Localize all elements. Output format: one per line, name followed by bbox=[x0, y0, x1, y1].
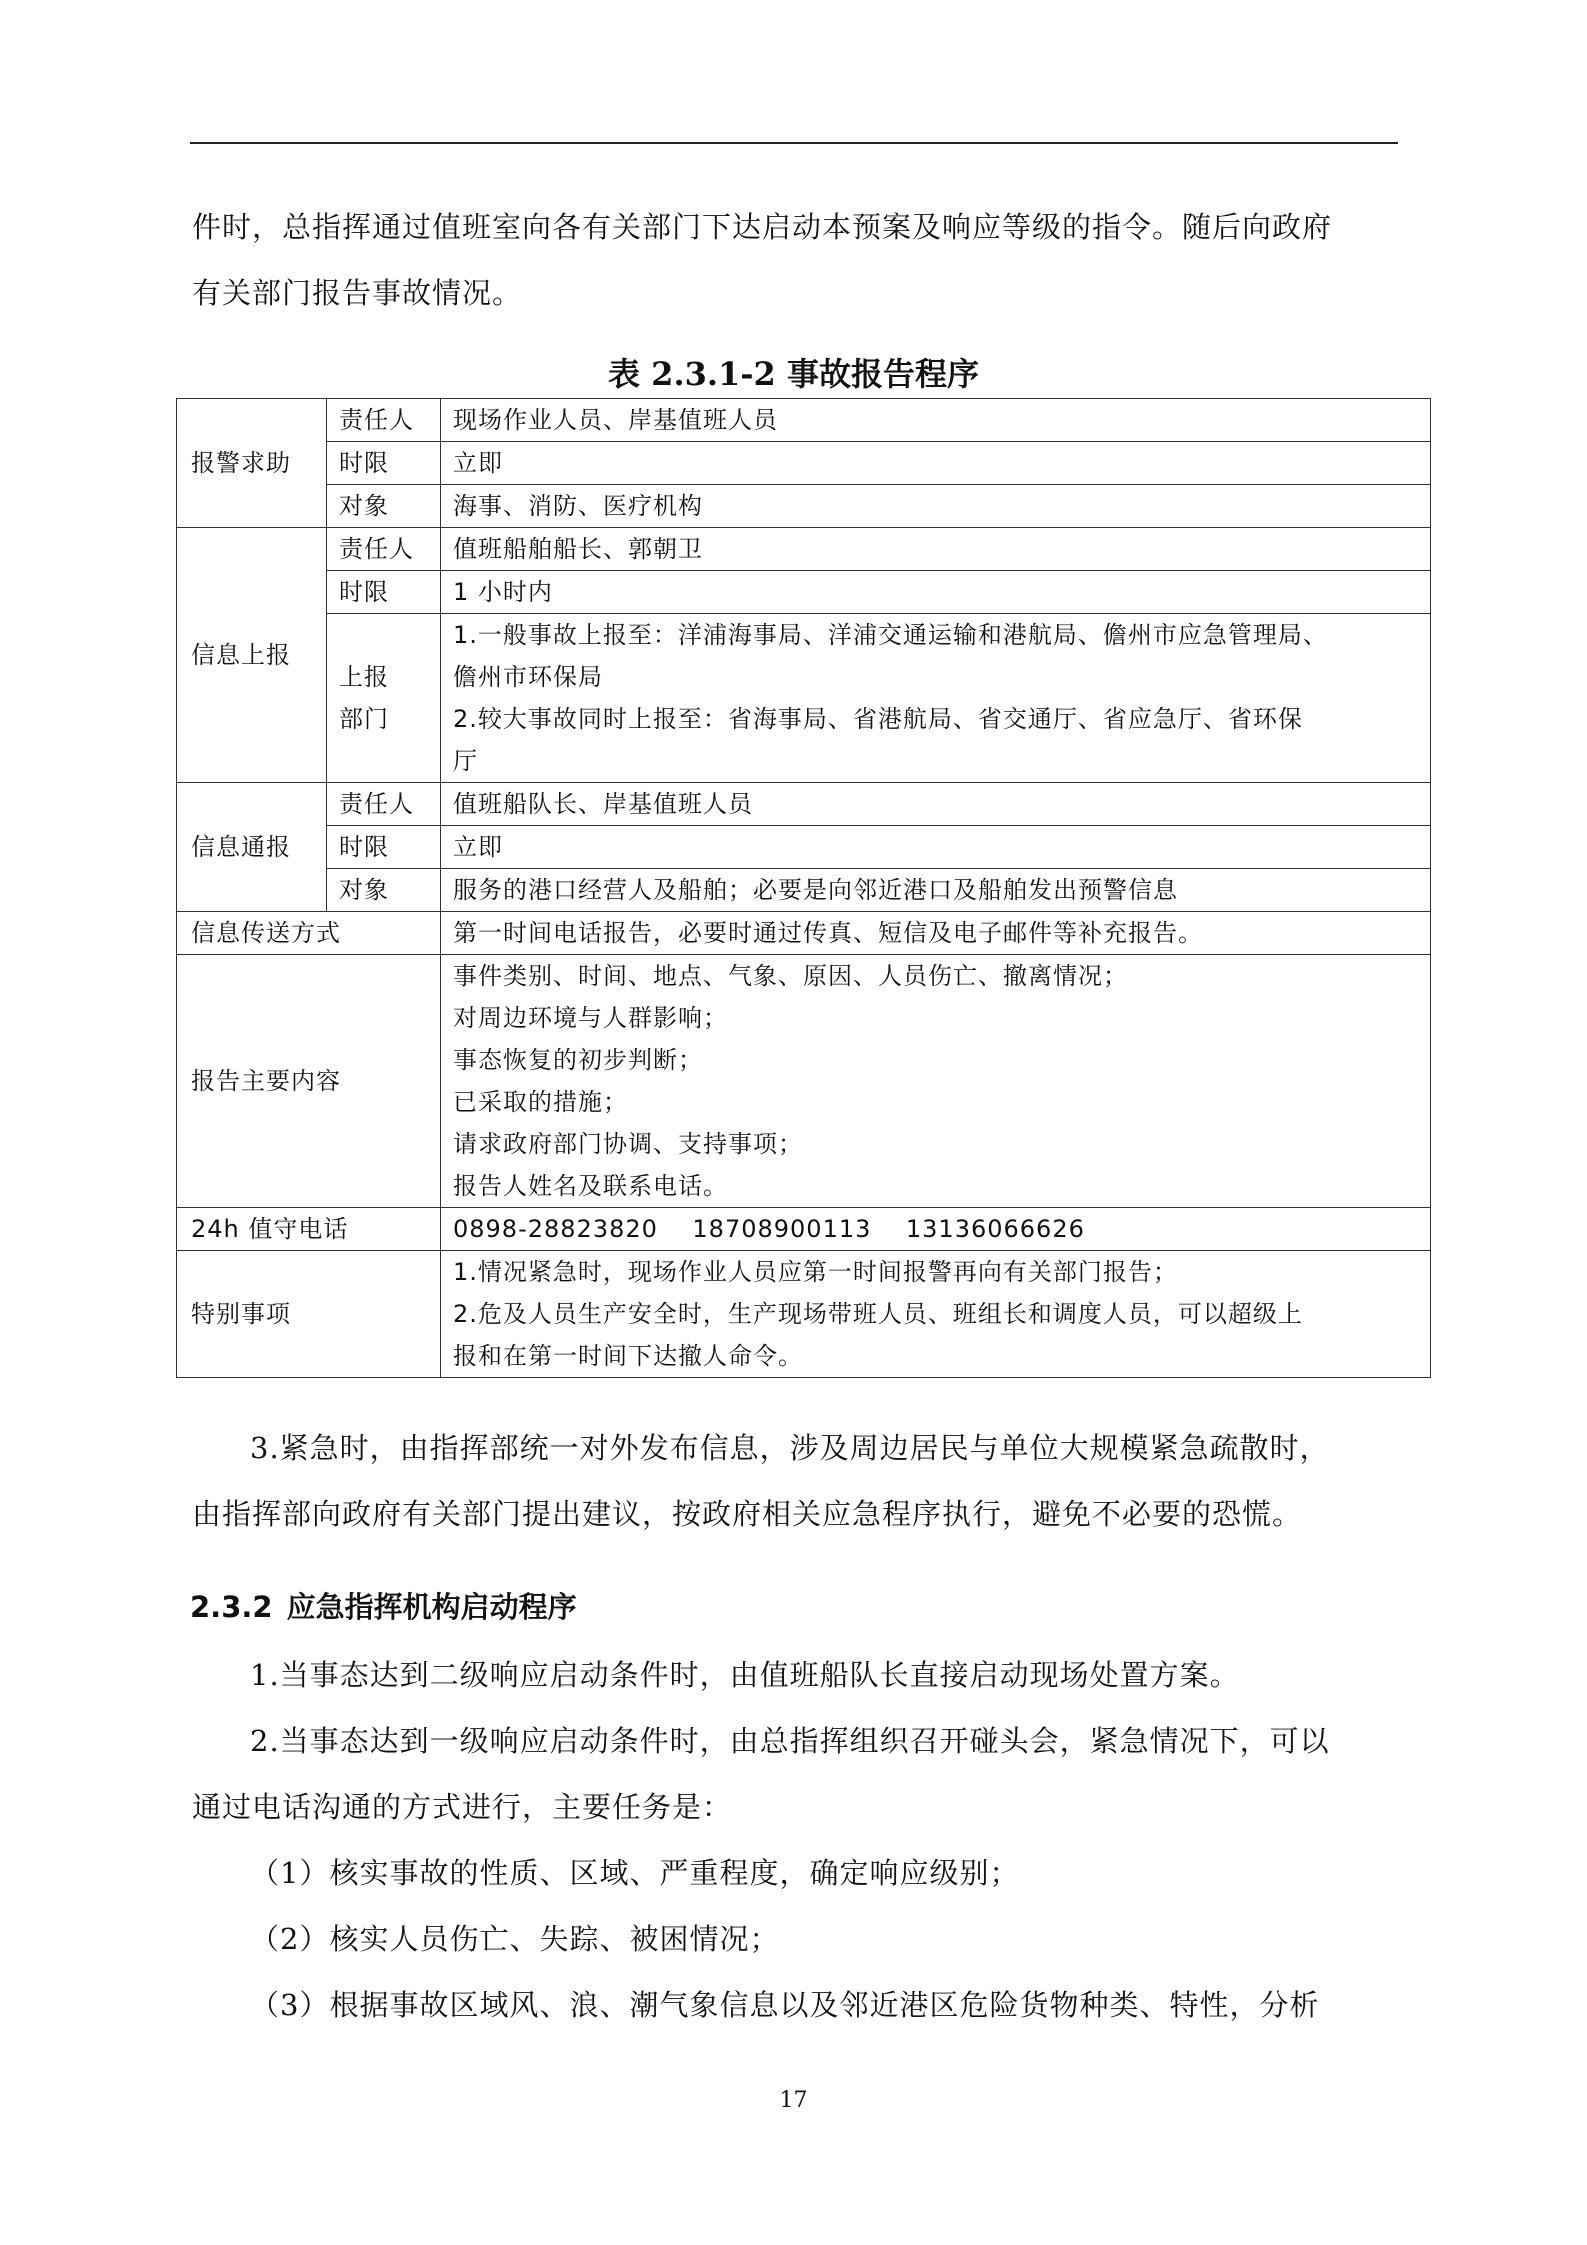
section-item bbox=[192, 1840, 1402, 1906]
section-item bbox=[192, 1906, 1402, 1972]
header-rule bbox=[190, 142, 1398, 144]
dept-line: 厅 bbox=[453, 747, 478, 775]
table-row bbox=[177, 528, 1431, 571]
table-row bbox=[177, 442, 1431, 485]
table-row bbox=[177, 614, 1431, 783]
content-line: 对周边环境与人群影响； bbox=[453, 1004, 728, 1032]
dept-line: 2.较大事故同时上报至：省海事局、省港航局、省交通厅、省应急厅、省环保 bbox=[453, 705, 1303, 733]
table-row bbox=[177, 912, 1431, 955]
section-heading bbox=[190, 1582, 577, 1632]
special-line: 报和在第一时间下达撤人命令。 bbox=[453, 1342, 803, 1370]
paragraph-line: 3.紧急时，由指挥部统一对外发布信息，涉及周边居民与单位大规模紧急疏散时， bbox=[250, 1431, 1330, 1465]
group-label-report-up: 信息上报 bbox=[177, 528, 327, 783]
table-row bbox=[177, 571, 1431, 614]
item-line: （2）核实人员伤亡、失踪、被困情况； bbox=[250, 1922, 780, 1956]
value-cell: 海事、消防、医疗机构 bbox=[441, 485, 1431, 528]
field-cell-dept bbox=[327, 614, 441, 783]
table-row bbox=[177, 826, 1431, 869]
group-label-hotline: 24h 值守电话 bbox=[177, 1208, 441, 1251]
field-cell: 时限 bbox=[327, 442, 441, 485]
table-row bbox=[177, 955, 1431, 1208]
section-item bbox=[192, 1642, 1402, 1708]
table-row bbox=[177, 869, 1431, 912]
field-cell: 对象 bbox=[327, 869, 441, 912]
content-line: 请求政府部门协调、支持事项； bbox=[453, 1130, 803, 1158]
item-line: （1）核实事故的性质、区域、严重程度，确定响应级别； bbox=[250, 1856, 1020, 1890]
intro-line: 件时，总指挥通过值班室向各有关部门下达启动本预案及响应等级的指令。随后向政府 bbox=[192, 210, 1333, 244]
table-row bbox=[177, 783, 1431, 826]
field-cell: 责任人 bbox=[327, 399, 441, 442]
page-number: 17 bbox=[779, 2088, 808, 2113]
group-label-alarm: 报警求助 bbox=[177, 399, 327, 528]
field-cell: 责任人 bbox=[327, 783, 441, 826]
special-line: 1.情况紧急时，现场作业人员应第一时间报警再向有关部门报告； bbox=[453, 1258, 1178, 1286]
group-label-notify: 信息通报 bbox=[177, 783, 327, 912]
value-cell-dept bbox=[441, 614, 1431, 783]
item-line: 2.当事态达到一级响应启动条件时，由总指挥组织召开碰头会，紧急情况下，可以 bbox=[250, 1724, 1330, 1758]
item-line: （3）根据事故区域风、浪、潮气象信息以及邻近港区危险货物种类、特性，分析 bbox=[250, 1988, 1320, 2022]
emergency-release-paragraph bbox=[192, 1415, 1402, 1547]
content-line: 报告人姓名及联系电话。 bbox=[453, 1172, 728, 1200]
item-line: 1.当事态达到二级响应启动条件时，由值班船队长直接启动现场处置方案。 bbox=[250, 1658, 1240, 1692]
field-cell: 时限 bbox=[327, 571, 441, 614]
value-cell: 服务的港口经营人及船舶；必要是向邻近港口及船舶发出预警信息 bbox=[441, 869, 1431, 912]
field-cell: 责任人 bbox=[327, 528, 441, 571]
item-line: 通过电话沟通的方式进行，主要任务是： bbox=[192, 1790, 733, 1824]
content-line: 事态恢复的初步判断； bbox=[453, 1046, 703, 1074]
dept-line: 儋州市环保局 bbox=[453, 663, 603, 691]
value-cell-hotline: 0898-28823820 18708900113 13136066626 bbox=[441, 1208, 1431, 1251]
table-row bbox=[177, 485, 1431, 528]
group-label-special: 特别事项 bbox=[177, 1251, 441, 1378]
report-procedure-table bbox=[176, 398, 1431, 1378]
table-row bbox=[177, 399, 1431, 442]
group-label-transmit: 信息传送方式 bbox=[177, 912, 441, 955]
table-row bbox=[177, 1251, 1431, 1378]
field-cell: 时限 bbox=[327, 826, 441, 869]
content-line: 事件类别、时间、地点、气象、原因、人员伤亡、撤离情况； bbox=[453, 962, 1128, 990]
special-line: 2.危及人员生产安全时，生产现场带班人员、班组长和调度人员，可以超级上 bbox=[453, 1300, 1303, 1328]
value-cell: 1 小时内 bbox=[441, 571, 1431, 614]
section-item bbox=[192, 1708, 1402, 1840]
intro-line: 有关部门报告事故情况。 bbox=[192, 276, 523, 310]
dept-line: 1.一般事故上报至：洋浦海事局、洋浦交通运输和港航局、儋州市应急管理局、 bbox=[453, 621, 1328, 649]
paragraph-line: 由指挥部向政府有关部门提出建议，按政府相关应急程序执行，避免不必要的恐慌。 bbox=[192, 1497, 1303, 1531]
section-number: 2.3.2 bbox=[190, 1590, 273, 1624]
value-cell: 立即 bbox=[441, 442, 1431, 485]
group-label-content: 报告主要内容 bbox=[177, 955, 441, 1208]
section-item bbox=[192, 1972, 1402, 2038]
field-cell: 对象 bbox=[327, 485, 441, 528]
value-cell: 第一时间电话报告，必要时通过传真、短信及电子邮件等补充报告。 bbox=[441, 912, 1431, 955]
value-cell: 值班船队长、岸基值班人员 bbox=[441, 783, 1431, 826]
field-line: 上报 bbox=[339, 663, 389, 691]
value-cell-special bbox=[441, 1251, 1431, 1378]
section-title: 应急指挥机构启动程序 bbox=[286, 1590, 577, 1624]
value-cell: 值班船舶船长、郭朝卫 bbox=[441, 528, 1431, 571]
value-cell: 立即 bbox=[441, 826, 1431, 869]
table-row bbox=[177, 1208, 1431, 1251]
field-line: 部门 bbox=[339, 705, 389, 733]
value-cell-content bbox=[441, 955, 1431, 1208]
content-line: 已采取的措施； bbox=[453, 1088, 628, 1116]
value-cell: 现场作业人员、岸基值班人员 bbox=[441, 399, 1431, 442]
intro-paragraph bbox=[192, 194, 1402, 326]
table-caption: 表 2.3.1-2 事故报告程序 bbox=[608, 355, 979, 393]
